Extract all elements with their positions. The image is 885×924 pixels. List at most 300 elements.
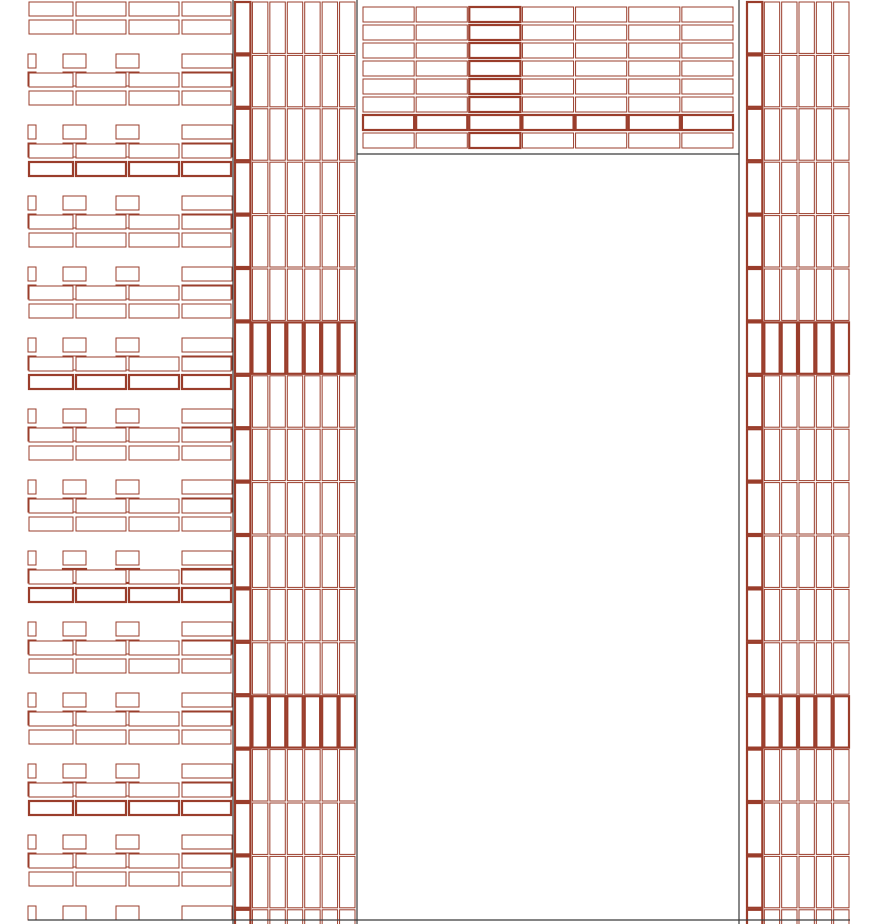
- left-brick: [129, 233, 179, 247]
- left-brick: [129, 73, 179, 87]
- left-square-tile: [63, 906, 86, 920]
- column-tile: [764, 589, 779, 640]
- left-brick: [29, 215, 73, 229]
- column-tile: [834, 376, 849, 427]
- column-tile: [305, 803, 320, 854]
- left-brick: [182, 286, 231, 300]
- left-brick: [129, 588, 179, 602]
- left-brick: [76, 801, 126, 815]
- left-brick: [182, 215, 231, 229]
- left-edge-tile: [28, 54, 36, 68]
- column-tile: [322, 910, 337, 924]
- left-column-grid: [235, 2, 355, 924]
- column-tile: [782, 109, 797, 160]
- left-wide-tile: [182, 409, 232, 423]
- left-brick: [129, 215, 179, 229]
- left-brick: [129, 641, 179, 655]
- column-tile: [799, 429, 814, 480]
- column-tile: [816, 216, 831, 267]
- column-tile: [252, 216, 267, 267]
- column-tile: [747, 429, 762, 480]
- right-column-grid: [747, 2, 849, 924]
- left-edge-tile: [28, 906, 36, 920]
- left-brick: [182, 588, 231, 602]
- center-tile: [363, 25, 414, 40]
- column-tile: [799, 376, 814, 427]
- left-brick: [129, 91, 179, 105]
- center-tile: [416, 115, 467, 130]
- left-brick: [182, 872, 231, 886]
- center-tile: [629, 115, 680, 130]
- column-tile: [799, 750, 814, 801]
- column-tile: [340, 536, 355, 587]
- column-tile: [340, 483, 355, 534]
- column-tile: [799, 322, 814, 373]
- left-edge-tile: [28, 125, 36, 139]
- center-tile: [629, 25, 680, 40]
- left-brick: [76, 641, 126, 655]
- left-edge-tile: [28, 267, 36, 281]
- column-tile: [764, 910, 779, 924]
- column-tile: [782, 429, 797, 480]
- column-tile: [816, 750, 831, 801]
- left-brick: [29, 712, 73, 726]
- left-wide-tile: [182, 551, 232, 565]
- column-tile: [340, 643, 355, 694]
- column-tile: [287, 109, 302, 160]
- left-brick: [182, 801, 231, 815]
- column-tile: [764, 322, 779, 373]
- column-tile: [782, 910, 797, 924]
- left-brick: [29, 144, 73, 158]
- center-tile: [522, 115, 573, 130]
- center-tile: [363, 115, 414, 130]
- column-tile: [747, 109, 762, 160]
- left-edge-tile: [28, 835, 36, 849]
- column-tile: [287, 269, 302, 320]
- column-tile: [322, 803, 337, 854]
- column-tile: [816, 322, 831, 373]
- center-tile: [522, 79, 573, 94]
- left-square-tile: [116, 196, 139, 210]
- column-tile: [782, 803, 797, 854]
- left-square-tile: [63, 267, 86, 281]
- column-tile: [782, 483, 797, 534]
- left-square-tile: [116, 835, 139, 849]
- column-tile: [799, 216, 814, 267]
- column-tile: [270, 109, 285, 160]
- column-tile: [235, 55, 250, 106]
- column-tile: [834, 429, 849, 480]
- column-tile: [340, 216, 355, 267]
- left-brick: [182, 233, 231, 247]
- left-brick: [29, 20, 73, 34]
- left-brick: [76, 2, 126, 16]
- column-tile: [235, 376, 250, 427]
- column-tile: [782, 643, 797, 694]
- column-tile: [834, 483, 849, 534]
- column-tile: [252, 856, 267, 907]
- column-tile: [764, 269, 779, 320]
- column-tile: [305, 589, 320, 640]
- column-tile: [764, 803, 779, 854]
- left-square-tile: [116, 906, 139, 920]
- left-brick: [182, 162, 231, 176]
- column-tile: [816, 162, 831, 213]
- column-tile: [747, 750, 762, 801]
- left-brick: [76, 517, 126, 531]
- column-tile: [305, 856, 320, 907]
- left-brick: [129, 872, 179, 886]
- center-tile: [469, 97, 520, 112]
- column-tile: [287, 162, 302, 213]
- column-tile: [340, 376, 355, 427]
- left-brick: [129, 428, 179, 442]
- center-tile: [522, 43, 573, 58]
- center-tile: [469, 133, 520, 148]
- column-tile: [235, 856, 250, 907]
- column-tile: [340, 162, 355, 213]
- left-wide-tile: [182, 764, 232, 778]
- left-brick: [182, 144, 231, 158]
- left-square-tile: [116, 54, 139, 68]
- left-brick: [76, 73, 126, 87]
- left-brick: [129, 375, 179, 389]
- column-tile: [799, 856, 814, 907]
- column-tile: [782, 2, 797, 53]
- left-wide-tile: [182, 835, 232, 849]
- column-tile: [252, 376, 267, 427]
- column-tile: [747, 643, 762, 694]
- left-brick: [76, 588, 126, 602]
- column-tile: [287, 55, 302, 106]
- column-tile: [270, 322, 285, 373]
- column-tile: [305, 269, 320, 320]
- column-tile: [322, 55, 337, 106]
- column-tile: [270, 803, 285, 854]
- column-tile: [816, 910, 831, 924]
- left-brick: [29, 801, 73, 815]
- column-tile: [782, 322, 797, 373]
- column-tile: [834, 269, 849, 320]
- left-brick: [129, 570, 179, 584]
- column-tile: [235, 643, 250, 694]
- column-tile: [305, 322, 320, 373]
- column-tile: [782, 750, 797, 801]
- left-square-tile: [63, 480, 86, 494]
- column-tile: [834, 856, 849, 907]
- column-tile: [270, 429, 285, 480]
- left-brick: [182, 730, 231, 744]
- left-brick: [129, 854, 179, 868]
- column-tile: [816, 483, 831, 534]
- column-tile: [287, 322, 302, 373]
- left-wide-tile: [182, 693, 232, 707]
- left-brick: [29, 659, 73, 673]
- left-edge-tile: [28, 551, 36, 565]
- column-tile: [322, 162, 337, 213]
- column-tile: [305, 2, 320, 53]
- left-brick: [29, 233, 73, 247]
- column-tile: [816, 109, 831, 160]
- left-brick: [29, 428, 73, 442]
- column-tile: [322, 216, 337, 267]
- left-square-tile: [116, 338, 139, 352]
- left-brick: [29, 446, 73, 460]
- column-tile: [764, 643, 779, 694]
- left-brick: [76, 357, 126, 371]
- left-square-tile: [116, 409, 139, 423]
- left-square-tile: [116, 693, 139, 707]
- column-tile: [799, 109, 814, 160]
- center-tile: [416, 79, 467, 94]
- column-tile: [322, 856, 337, 907]
- left-brick: [29, 872, 73, 886]
- left-square-tile: [116, 764, 139, 778]
- left-brick: [29, 304, 73, 318]
- column-tile: [834, 162, 849, 213]
- left-wide-tile: [182, 622, 232, 636]
- center-tile: [363, 7, 414, 22]
- column-tile: [340, 696, 355, 747]
- column-tile: [287, 483, 302, 534]
- left-wide-tile: [182, 54, 232, 68]
- left-brick: [76, 91, 126, 105]
- left-brick: [129, 304, 179, 318]
- column-tile: [305, 55, 320, 106]
- left-brick: [182, 428, 231, 442]
- center-tile: [416, 97, 467, 112]
- column-tile: [252, 109, 267, 160]
- left-brick: [182, 375, 231, 389]
- left-brick: [76, 570, 126, 584]
- column-tile: [747, 910, 762, 924]
- column-tile: [322, 269, 337, 320]
- center-tile: [416, 61, 467, 76]
- column-tile: [287, 376, 302, 427]
- column-tile: [305, 536, 320, 587]
- left-tile-grid: [28, 2, 232, 920]
- column-tile: [747, 696, 762, 747]
- center-tile: [576, 7, 627, 22]
- column-tile: [287, 643, 302, 694]
- column-tile: [270, 856, 285, 907]
- column-tile: [305, 643, 320, 694]
- column-tile: [834, 2, 849, 53]
- center-tile: [576, 97, 627, 112]
- column-tile: [747, 856, 762, 907]
- column-tile: [340, 429, 355, 480]
- center-tile: [682, 25, 733, 40]
- column-tile: [235, 162, 250, 213]
- left-brick: [129, 144, 179, 158]
- left-brick: [29, 854, 73, 868]
- left-wide-tile: [182, 906, 232, 920]
- left-brick: [76, 215, 126, 229]
- left-brick: [76, 233, 126, 247]
- column-tile: [252, 589, 267, 640]
- column-tile: [252, 750, 267, 801]
- column-tile: [305, 216, 320, 267]
- left-brick: [76, 286, 126, 300]
- column-tile: [252, 483, 267, 534]
- left-square-tile: [116, 267, 139, 281]
- left-brick: [129, 499, 179, 513]
- left-brick: [182, 854, 231, 868]
- center-tile: [629, 43, 680, 58]
- left-edge-tile: [28, 409, 36, 423]
- column-tile: [764, 696, 779, 747]
- center-tile: [469, 61, 520, 76]
- column-tile: [252, 162, 267, 213]
- center-tile: [682, 133, 733, 148]
- column-tile: [799, 269, 814, 320]
- center-tile: [682, 79, 733, 94]
- center-tile: [629, 133, 680, 148]
- column-tile: [252, 910, 267, 924]
- center-tile: [363, 43, 414, 58]
- column-tile: [340, 322, 355, 373]
- column-tile: [799, 536, 814, 587]
- column-tile: [322, 376, 337, 427]
- left-brick: [29, 517, 73, 531]
- column-tile: [816, 803, 831, 854]
- left-wide-tile: [182, 196, 232, 210]
- column-tile: [287, 910, 302, 924]
- left-square-tile: [63, 622, 86, 636]
- left-wide-tile: [182, 338, 232, 352]
- column-tile: [252, 269, 267, 320]
- center-tile: [469, 79, 520, 94]
- column-tile: [252, 322, 267, 373]
- center-tile: [629, 97, 680, 112]
- column-tile: [340, 109, 355, 160]
- column-tile: [270, 55, 285, 106]
- column-tile: [340, 55, 355, 106]
- column-tile: [235, 269, 250, 320]
- column-tile: [322, 643, 337, 694]
- center-tile: [469, 43, 520, 58]
- center-tile: [629, 7, 680, 22]
- left-brick: [29, 2, 73, 16]
- column-tile: [764, 2, 779, 53]
- column-tile: [834, 803, 849, 854]
- left-square-tile: [116, 551, 139, 565]
- column-tile: [747, 536, 762, 587]
- left-brick: [182, 517, 231, 531]
- left-brick: [129, 801, 179, 815]
- center-tile: [576, 133, 627, 148]
- column-tile: [305, 162, 320, 213]
- left-edge-tile: [28, 196, 36, 210]
- center-tile: [416, 133, 467, 148]
- left-square-tile: [116, 125, 139, 139]
- left-brick: [29, 357, 73, 371]
- column-tile: [322, 589, 337, 640]
- column-tile: [235, 750, 250, 801]
- column-tile: [816, 536, 831, 587]
- column-tile: [270, 162, 285, 213]
- column-tile: [235, 2, 250, 53]
- column-tile: [305, 376, 320, 427]
- column-tile: [834, 696, 849, 747]
- column-tile: [305, 750, 320, 801]
- left-brick: [76, 712, 126, 726]
- left-brick: [182, 2, 231, 16]
- center-tile: [682, 115, 733, 130]
- column-tile: [235, 216, 250, 267]
- column-tile: [834, 536, 849, 587]
- left-brick: [182, 570, 231, 584]
- left-brick: [129, 783, 179, 797]
- column-tile: [305, 696, 320, 747]
- column-tile: [799, 643, 814, 694]
- column-tile: [322, 322, 337, 373]
- column-tile: [287, 856, 302, 907]
- column-tile: [270, 2, 285, 53]
- column-tile: [287, 536, 302, 587]
- center-tile: [522, 25, 573, 40]
- column-tile: [764, 376, 779, 427]
- left-edge-tile: [28, 622, 36, 636]
- column-tile: [287, 2, 302, 53]
- left-brick: [29, 499, 73, 513]
- column-tile: [799, 803, 814, 854]
- left-square-tile: [63, 338, 86, 352]
- column-tile: [799, 483, 814, 534]
- left-square-tile: [63, 764, 86, 778]
- column-tile: [322, 696, 337, 747]
- column-tile: [252, 55, 267, 106]
- center-tile: [522, 97, 573, 112]
- left-edge-tile: [28, 764, 36, 778]
- column-tile: [252, 429, 267, 480]
- left-brick: [182, 446, 231, 460]
- column-tile: [270, 216, 285, 267]
- column-tile: [340, 803, 355, 854]
- column-tile: [235, 536, 250, 587]
- column-tile: [305, 483, 320, 534]
- column-tile: [340, 910, 355, 924]
- left-brick: [29, 570, 73, 584]
- left-square-tile: [63, 409, 86, 423]
- column-tile: [322, 536, 337, 587]
- column-tile: [235, 429, 250, 480]
- center-tile: [363, 79, 414, 94]
- center-tile: [682, 97, 733, 112]
- column-tile: [764, 216, 779, 267]
- column-tile: [270, 643, 285, 694]
- left-brick: [29, 162, 73, 176]
- left-brick: [29, 783, 73, 797]
- left-square-tile: [63, 196, 86, 210]
- center-tile: [576, 115, 627, 130]
- left-brick: [29, 588, 73, 602]
- column-tile: [834, 55, 849, 106]
- column-tile: [782, 216, 797, 267]
- column-tile: [747, 483, 762, 534]
- left-brick: [129, 659, 179, 673]
- column-tile: [782, 589, 797, 640]
- column-tile: [799, 696, 814, 747]
- column-tile: [340, 856, 355, 907]
- column-tile: [270, 483, 285, 534]
- left-edge-tile: [28, 338, 36, 352]
- column-tile: [235, 483, 250, 534]
- column-tile: [747, 162, 762, 213]
- center-tile: [682, 61, 733, 76]
- left-brick: [76, 375, 126, 389]
